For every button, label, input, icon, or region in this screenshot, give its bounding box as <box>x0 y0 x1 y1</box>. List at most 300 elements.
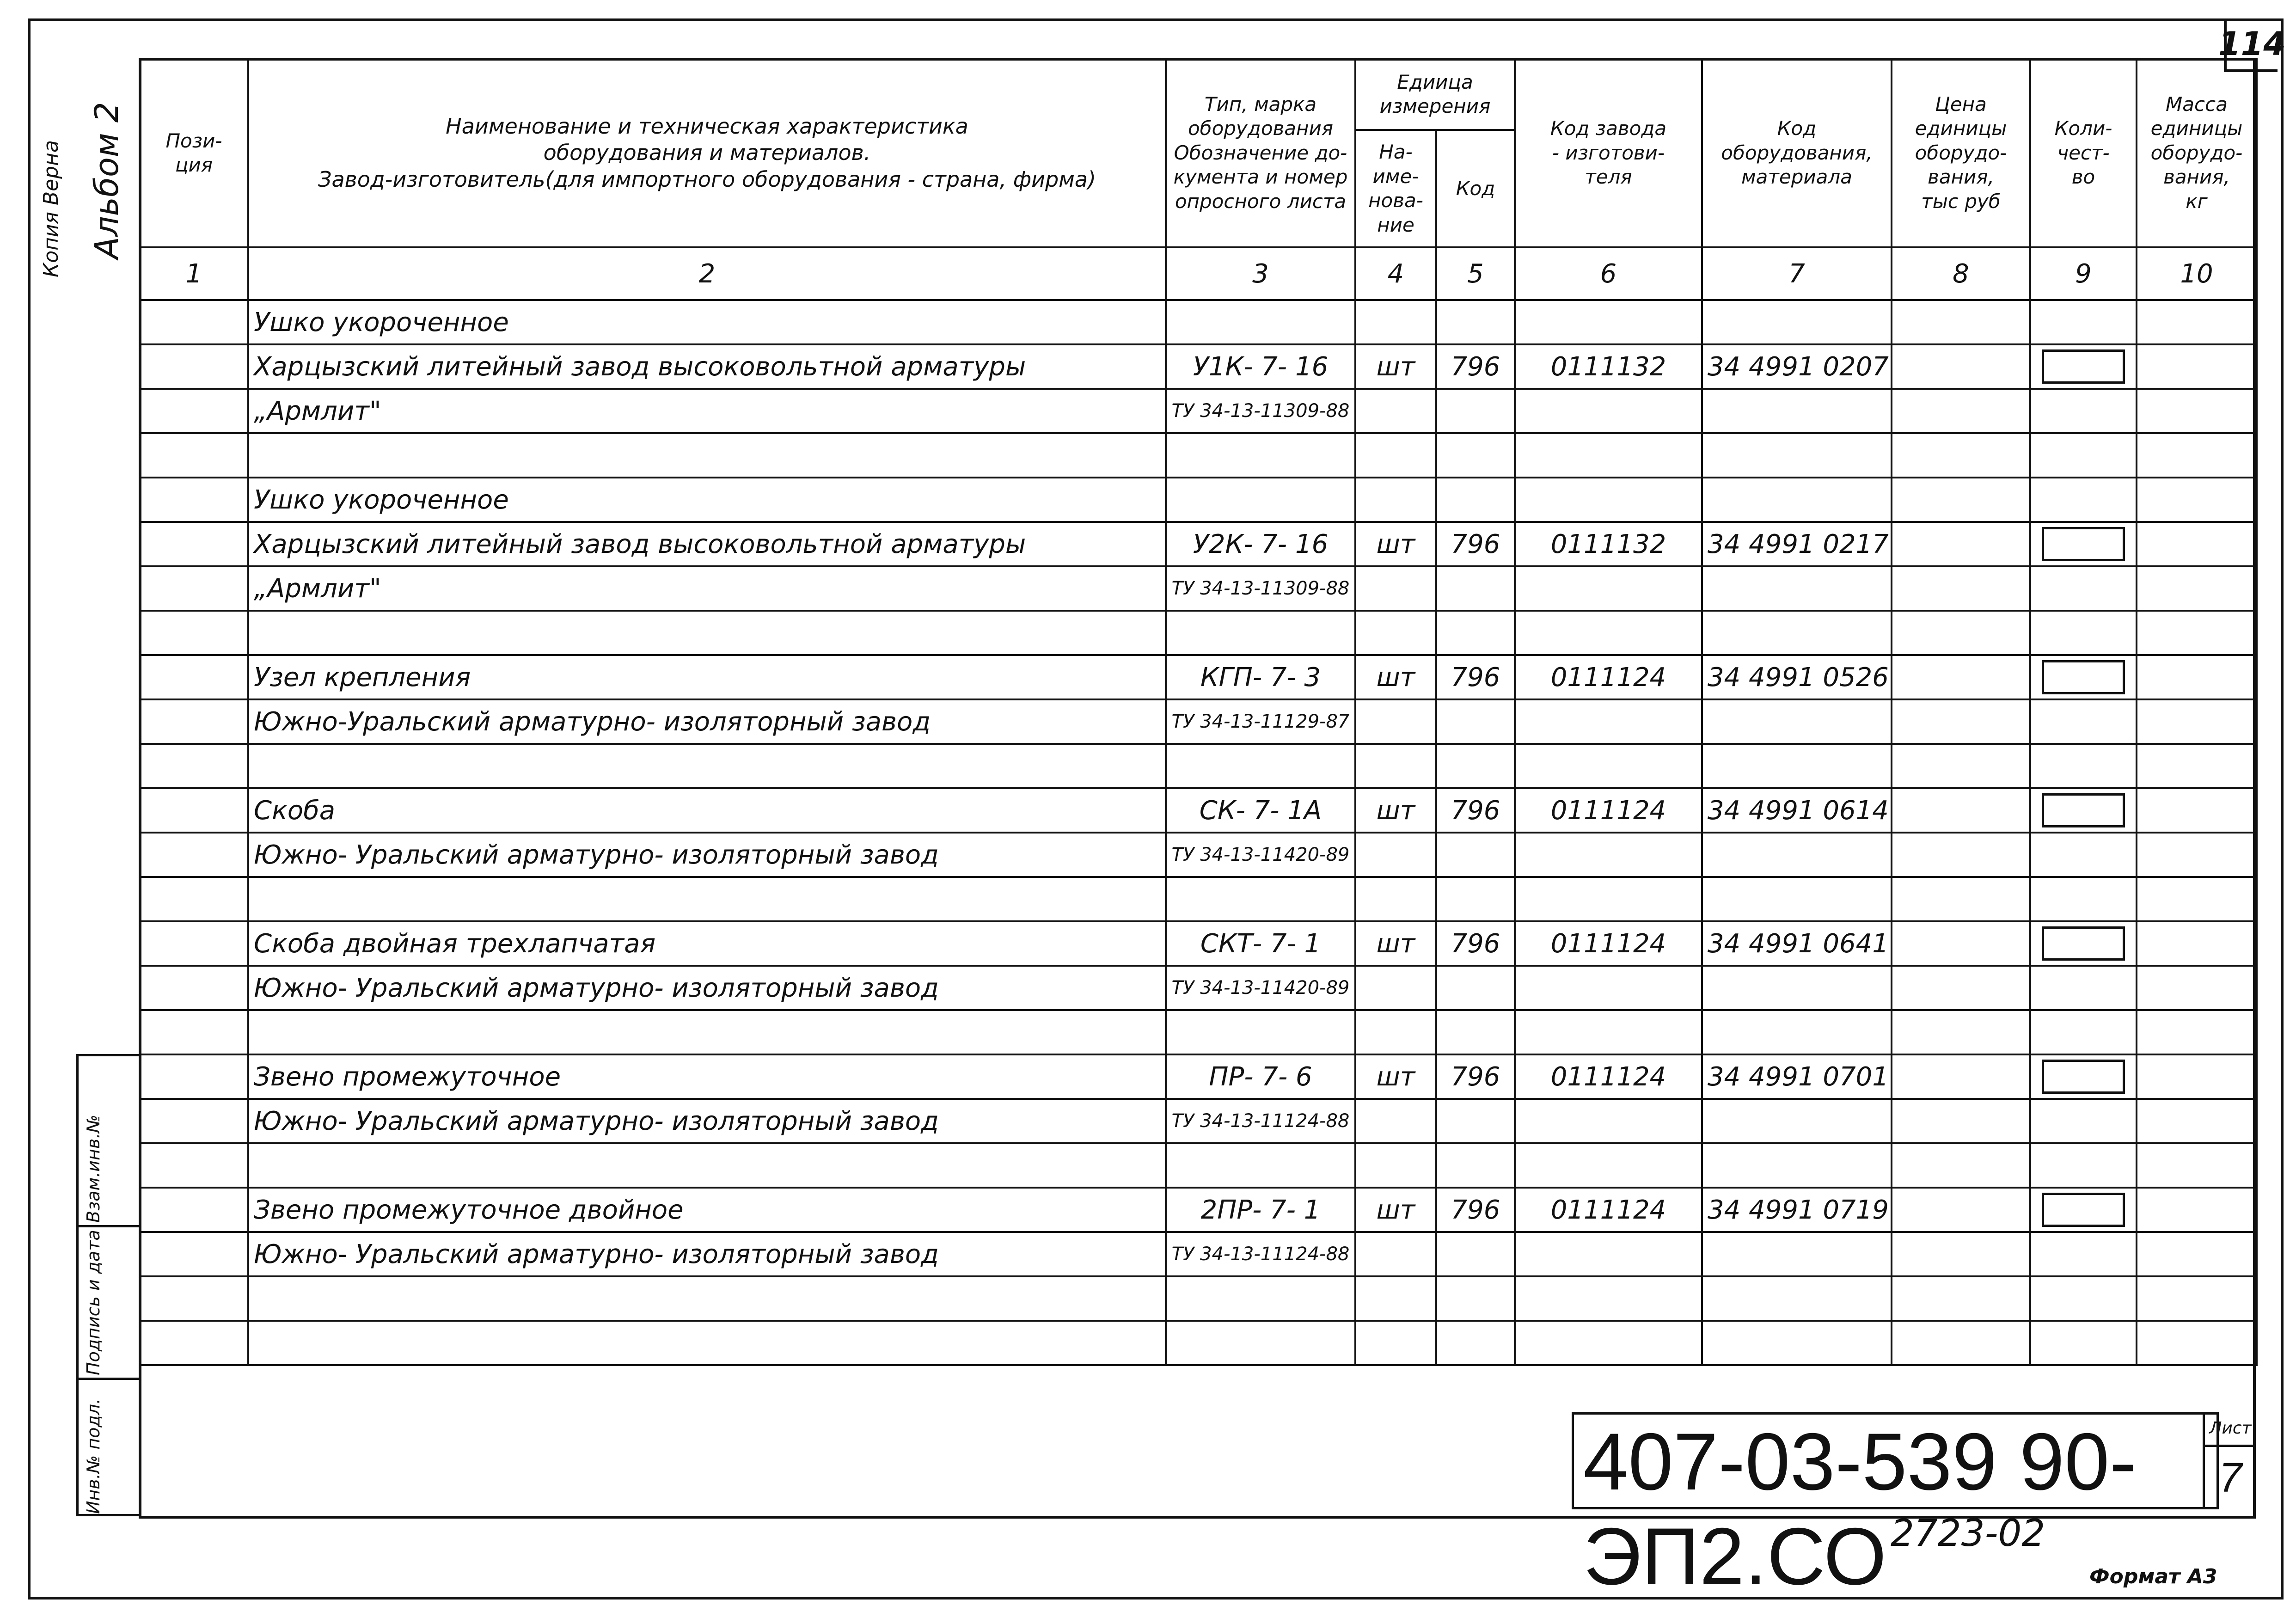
unit-name-cell <box>1355 478 1436 522</box>
table-row <box>140 1232 2257 1276</box>
table-row <box>140 877 2257 921</box>
quantity-cell <box>2030 389 2137 433</box>
mass-cell <box>2137 478 2257 522</box>
unit-name-cell: шт <box>1355 1054 1436 1099</box>
quantity-cell <box>2030 655 2137 699</box>
plant-code-cell <box>1515 877 1702 921</box>
unit-name-cell <box>1355 566 1436 611</box>
plant-code-cell: 0111124 <box>1515 921 1702 966</box>
position-cell <box>140 566 248 611</box>
plant-code-cell: 0111132 <box>1515 344 1702 389</box>
column-number: 9 <box>2030 247 2137 300</box>
unit-name-cell <box>1355 966 1436 1010</box>
plant-code-cell: 0111124 <box>1515 655 1702 699</box>
table-row <box>140 1143 2257 1188</box>
copy-verified-label: Копия Верна <box>39 140 63 277</box>
price-cell <box>1892 566 2030 611</box>
plant-code-cell <box>1515 433 1702 478</box>
unit-name-cell <box>1355 699 1436 744</box>
position-cell <box>140 389 248 433</box>
position-cell <box>140 300 248 344</box>
header-position: Пози- ция <box>140 59 248 247</box>
unit-name-cell <box>1355 744 1436 788</box>
position-cell <box>140 478 248 522</box>
material-code-cell: 34 4991 0526 <box>1702 655 1892 699</box>
item-name-cell: Харцызский литейный завод высоковольтной арматуры <box>248 344 1166 389</box>
table-row <box>140 611 2257 655</box>
unit-name-cell <box>1355 1276 1436 1321</box>
item-name-cell: Южно- Уральский арматурно- изоляторный завод <box>248 966 1166 1010</box>
material-code-cell <box>1702 699 1892 744</box>
material-code-cell <box>1702 433 1892 478</box>
quantity-cell <box>2030 1054 2137 1099</box>
position-cell <box>140 344 248 389</box>
type-cell: ТУ 34-13-11309-88 <box>1166 389 1355 433</box>
archive-number: 2723-02 <box>1891 1512 2045 1555</box>
price-cell <box>1892 788 2030 833</box>
item-name-cell: Звено промежуточное двойное <box>248 1188 1166 1232</box>
material-code-cell <box>1702 611 1892 655</box>
header-price: Цена единицы оборудо- вания, тыс руб <box>1892 59 2030 247</box>
sheet-number-box <box>2203 1412 2256 1509</box>
plant-code-cell <box>1515 966 1702 1010</box>
approval-stamp <box>76 1054 141 1516</box>
position-cell <box>140 1054 248 1099</box>
sheet-number: 7 <box>2218 1455 2242 1501</box>
position-cell <box>140 1276 248 1321</box>
price-cell <box>1892 344 2030 389</box>
item-name-cell <box>248 877 1166 921</box>
unit-code-cell <box>1436 833 1515 877</box>
column-number: 3 <box>1166 247 1355 300</box>
plant-code-cell <box>1515 833 1702 877</box>
table-row <box>140 1188 2257 1232</box>
type-cell: СК- 7- 1А <box>1166 788 1355 833</box>
position-cell <box>140 522 248 566</box>
unit-name-cell <box>1355 1010 1436 1054</box>
mass-cell <box>2137 344 2257 389</box>
mass-cell <box>2137 1143 2257 1188</box>
mass-cell <box>2137 877 2257 921</box>
table-row <box>140 966 2257 1010</box>
mass-cell <box>2137 611 2257 655</box>
price-cell <box>1892 1232 2030 1276</box>
type-cell <box>1166 744 1355 788</box>
unit-code-cell <box>1436 966 1515 1010</box>
unit-name-cell: шт <box>1355 344 1436 389</box>
mass-cell <box>2137 1321 2257 1365</box>
material-code-cell: 34 4991 0207 <box>1702 344 1892 389</box>
quantity-cell <box>2030 478 2137 522</box>
price-cell <box>1892 921 2030 966</box>
mass-cell <box>2137 655 2257 699</box>
plant-code-cell <box>1515 300 1702 344</box>
quantity-cell <box>2030 833 2137 877</box>
column-number: 8 <box>1892 247 2030 300</box>
unit-name-cell: шт <box>1355 921 1436 966</box>
header-quantity: Коли- чест- во <box>2030 59 2137 247</box>
table-row <box>140 300 2257 344</box>
unit-name-cell <box>1355 1143 1436 1188</box>
quantity-cell <box>2030 611 2137 655</box>
plant-code-cell <box>1515 478 1702 522</box>
unit-code-cell <box>1436 744 1515 788</box>
mass-cell <box>2137 1099 2257 1143</box>
mass-cell <box>2137 921 2257 966</box>
unit-code-cell <box>1436 1232 1515 1276</box>
material-code-cell: 34 4991 0701 <box>1702 1054 1892 1099</box>
quantity-cell <box>2030 877 2137 921</box>
type-cell: ТУ 34-13-11420-89 <box>1166 966 1355 1010</box>
header-mass: Масса единицы оборудо- вания, кг <box>2137 59 2257 247</box>
unit-name-cell <box>1355 1321 1436 1365</box>
type-cell <box>1166 433 1355 478</box>
table-row <box>140 1054 2257 1099</box>
price-cell <box>1892 1321 2030 1365</box>
price-cell <box>1892 1010 2030 1054</box>
item-name-cell <box>248 744 1166 788</box>
quantity-cell <box>2030 788 2137 833</box>
mass-cell <box>2137 1054 2257 1099</box>
plant-code-cell: 0111124 <box>1515 1188 1702 1232</box>
unit-code-cell <box>1436 389 1515 433</box>
price-cell <box>1892 300 2030 344</box>
position-cell <box>140 655 248 699</box>
material-code-cell: 34 4991 0217 <box>1702 522 1892 566</box>
quantity-cell <box>2030 1276 2137 1321</box>
price-cell <box>1892 744 2030 788</box>
unit-code-cell: 796 <box>1436 1188 1515 1232</box>
stamp-label-inv-replace: Взам.инв.№ <box>83 1115 104 1223</box>
plant-code-cell <box>1515 1010 1702 1054</box>
table-row <box>140 1010 2257 1054</box>
table-row <box>140 833 2257 877</box>
unit-code-cell <box>1436 1321 1515 1365</box>
item-name-cell: Южно- Уральский арматурно- изоляторный завод <box>248 1099 1166 1143</box>
document-code: 407-03-539 90-ЭП2.СО <box>1572 1412 2219 1509</box>
type-cell <box>1166 611 1355 655</box>
type-cell: У2К- 7- 16 <box>1166 522 1355 566</box>
table-row <box>140 478 2257 522</box>
quantity-box <box>2042 660 2125 694</box>
item-name-cell: Скоба двойная трехлапчатая <box>248 921 1166 966</box>
sheet-corner-number: 114 <box>2224 18 2278 72</box>
price-cell <box>1892 1099 2030 1143</box>
unit-name-cell <box>1355 1099 1436 1143</box>
price-cell <box>1892 699 2030 744</box>
type-cell <box>1166 1276 1355 1321</box>
mass-cell <box>2137 433 2257 478</box>
table-row <box>140 433 2257 478</box>
column-number: 5 <box>1436 247 1515 300</box>
unit-code-cell <box>1436 611 1515 655</box>
unit-code-cell <box>1436 478 1515 522</box>
item-name-cell: Ушко укороченное <box>248 478 1166 522</box>
item-name-cell: Звено промежуточное <box>248 1054 1166 1099</box>
type-cell: ТУ 34-13-11420-89 <box>1166 833 1355 877</box>
material-code-cell <box>1702 1143 1892 1188</box>
table-row <box>140 699 2257 744</box>
unit-name-cell: шт <box>1355 788 1436 833</box>
plant-code-cell <box>1515 1099 1702 1143</box>
position-cell <box>140 1010 248 1054</box>
type-cell: СКТ- 7- 1 <box>1166 921 1355 966</box>
header-unit-code: Код <box>1436 130 1515 247</box>
material-code-cell <box>1702 1276 1892 1321</box>
column-number-row <box>140 247 2257 300</box>
material-code-cell <box>1702 877 1892 921</box>
unit-code-cell <box>1436 877 1515 921</box>
mass-cell <box>2137 389 2257 433</box>
unit-code-cell <box>1436 1276 1515 1321</box>
unit-name-cell <box>1355 877 1436 921</box>
quantity-cell <box>2030 921 2137 966</box>
quantity-cell <box>2030 1321 2137 1365</box>
position-cell <box>140 1321 248 1365</box>
type-cell: ТУ 34-13-11309-88 <box>1166 566 1355 611</box>
quantity-box <box>2042 349 2125 384</box>
position-cell <box>140 744 248 788</box>
price-cell <box>1892 1054 2030 1099</box>
header-unit-group: Едиица измерения <box>1355 59 1515 130</box>
quantity-cell <box>2030 433 2137 478</box>
quantity-box <box>2042 926 2125 961</box>
column-number: 6 <box>1515 247 1702 300</box>
column-number: 10 <box>2137 247 2257 300</box>
mass-cell <box>2137 1010 2257 1054</box>
quantity-box <box>2042 527 2125 561</box>
unit-code-cell: 796 <box>1436 921 1515 966</box>
type-cell: ПР- 7- 6 <box>1166 1054 1355 1099</box>
quantity-cell <box>2030 566 2137 611</box>
material-code-cell <box>1702 478 1892 522</box>
quantity-cell <box>2030 1232 2137 1276</box>
type-cell <box>1166 300 1355 344</box>
mass-cell <box>2137 1188 2257 1232</box>
plant-code-cell <box>1515 1232 1702 1276</box>
unit-code-cell: 796 <box>1436 344 1515 389</box>
position-cell <box>140 1099 248 1143</box>
table-row <box>140 921 2257 966</box>
format-label: Формат А3 <box>2089 1565 2217 1588</box>
price-cell <box>1892 611 2030 655</box>
price-cell <box>1892 1143 2030 1188</box>
header-name: Наименование и техническая характеристика оборудования и материалов. Завод-изготовитель(для импортного оборудования - страна, фирма) <box>248 59 1166 247</box>
item-name-cell <box>248 1143 1166 1188</box>
plant-code-cell: 0111124 <box>1515 1054 1702 1099</box>
plant-code-cell <box>1515 1276 1702 1321</box>
plant-code-cell <box>1515 566 1702 611</box>
material-code-cell <box>1702 966 1892 1010</box>
type-cell: 2ПР- 7- 1 <box>1166 1188 1355 1232</box>
plant-code-cell <box>1515 389 1702 433</box>
position-cell <box>140 1232 248 1276</box>
position-cell <box>140 611 248 655</box>
mass-cell <box>2137 833 2257 877</box>
plant-code-cell <box>1515 699 1702 744</box>
position-cell <box>140 921 248 966</box>
quantity-cell <box>2030 1143 2137 1188</box>
unit-code-cell: 796 <box>1436 522 1515 566</box>
material-code-cell <box>1702 744 1892 788</box>
unit-code-cell <box>1436 1099 1515 1143</box>
header-material-code: Код оборудования, материала <box>1702 59 1892 247</box>
position-cell <box>140 877 248 921</box>
unit-name-cell <box>1355 1232 1436 1276</box>
table-row <box>140 566 2257 611</box>
unit-code-cell <box>1436 699 1515 744</box>
plant-code-cell <box>1515 1321 1702 1365</box>
mass-cell <box>2137 566 2257 611</box>
unit-code-cell <box>1436 566 1515 611</box>
material-code-cell <box>1702 833 1892 877</box>
mass-cell <box>2137 699 2257 744</box>
item-name-cell: „Армлит" <box>248 389 1166 433</box>
table-row <box>140 1276 2257 1321</box>
plant-code-cell: 0111132 <box>1515 522 1702 566</box>
price-cell <box>1892 433 2030 478</box>
type-cell: КГП- 7- 3 <box>1166 655 1355 699</box>
unit-name-cell <box>1355 389 1436 433</box>
plant-code-cell <box>1515 611 1702 655</box>
quantity-cell <box>2030 1188 2137 1232</box>
unit-name-cell <box>1355 300 1436 344</box>
item-name-cell <box>248 1010 1166 1054</box>
item-name-cell: Харцызский литейный завод высоковольтной арматуры <box>248 522 1166 566</box>
mass-cell <box>2137 522 2257 566</box>
unit-name-cell: шт <box>1355 522 1436 566</box>
type-cell: ТУ 34-13-11129-87 <box>1166 699 1355 744</box>
type-cell <box>1166 877 1355 921</box>
quantity-cell <box>2030 966 2137 1010</box>
unit-code-cell: 796 <box>1436 788 1515 833</box>
material-code-cell <box>1702 1010 1892 1054</box>
table-row <box>140 389 2257 433</box>
price-cell <box>1892 655 2030 699</box>
unit-name-cell: шт <box>1355 1188 1436 1232</box>
material-code-cell: 34 4991 0641 <box>1702 921 1892 966</box>
unit-code-cell <box>1436 1010 1515 1054</box>
column-number: 1 <box>140 247 248 300</box>
position-cell <box>140 788 248 833</box>
position-cell <box>140 1188 248 1232</box>
price-cell <box>1892 1276 2030 1321</box>
table-row <box>140 1321 2257 1365</box>
quantity-cell <box>2030 1010 2137 1054</box>
unit-code-cell <box>1436 1143 1515 1188</box>
material-code-cell <box>1702 566 1892 611</box>
column-number: 7 <box>1702 247 1892 300</box>
plant-code-cell <box>1515 744 1702 788</box>
type-cell: ТУ 34-13-11124-88 <box>1166 1099 1355 1143</box>
header-unit-name: На- име- нова- ние <box>1355 130 1436 247</box>
mass-cell <box>2137 744 2257 788</box>
quantity-cell <box>2030 744 2137 788</box>
plant-code-cell <box>1515 1143 1702 1188</box>
type-cell <box>1166 478 1355 522</box>
position-cell <box>140 1143 248 1188</box>
item-name-cell: Южно-Уральский арматурно- изоляторный завод <box>248 699 1166 744</box>
table-row <box>140 1099 2257 1143</box>
mass-cell <box>2137 300 2257 344</box>
price-cell <box>1892 833 2030 877</box>
unit-name-cell: шт <box>1355 655 1436 699</box>
unit-code-cell <box>1436 433 1515 478</box>
type-cell <box>1166 1010 1355 1054</box>
album-label: Альбом 2 <box>88 102 126 259</box>
sheet-label: Лист <box>2205 1412 2256 1447</box>
item-name-cell <box>248 1321 1166 1365</box>
table-row <box>140 344 2257 389</box>
plant-code-cell: 0111124 <box>1515 788 1702 833</box>
item-name-cell <box>248 611 1166 655</box>
position-cell <box>140 833 248 877</box>
table-row <box>140 788 2257 833</box>
position-cell <box>140 433 248 478</box>
unit-code-cell <box>1436 300 1515 344</box>
unit-code-cell: 796 <box>1436 1054 1515 1099</box>
item-name-cell: Узел крепления <box>248 655 1166 699</box>
item-name-cell: Южно- Уральский арматурно- изоляторный завод <box>248 1232 1166 1276</box>
stamp-label-signature: Подпись и дата <box>83 1230 104 1375</box>
mass-cell <box>2137 788 2257 833</box>
header-plant-code: Код завода - изготови- теля <box>1515 59 1702 247</box>
material-code-cell <box>1702 389 1892 433</box>
item-name-cell <box>248 433 1166 478</box>
specification-table <box>139 58 2258 1366</box>
quantity-box <box>2042 793 2125 827</box>
item-name-cell: Ушко укороченное <box>248 300 1166 344</box>
mass-cell <box>2137 1276 2257 1321</box>
item-name-cell: Скоба <box>248 788 1166 833</box>
material-code-cell <box>1702 300 1892 344</box>
price-cell <box>1892 1188 2030 1232</box>
mass-cell <box>2137 966 2257 1010</box>
table-row <box>140 744 2257 788</box>
quantity-cell <box>2030 344 2137 389</box>
item-name-cell: „Армлит" <box>248 566 1166 611</box>
quantity-box <box>2042 1193 2125 1227</box>
quantity-cell <box>2030 1099 2137 1143</box>
price-cell <box>1892 522 2030 566</box>
material-code-cell <box>1702 1099 1892 1143</box>
column-number: 4 <box>1355 247 1436 300</box>
unit-code-cell: 796 <box>1436 655 1515 699</box>
type-cell: ТУ 34-13-11124-88 <box>1166 1232 1355 1276</box>
header-type: Тип, марка оборудования Обозначение до- кумента и номер опросного листа <box>1166 59 1355 247</box>
material-code-cell: 34 4991 0719 <box>1702 1188 1892 1232</box>
type-cell: У1К- 7- 16 <box>1166 344 1355 389</box>
quantity-cell <box>2030 699 2137 744</box>
quantity-cell <box>2030 300 2137 344</box>
unit-name-cell <box>1355 433 1436 478</box>
unit-name-cell <box>1355 833 1436 877</box>
price-cell <box>1892 966 2030 1010</box>
table-row <box>140 522 2257 566</box>
type-cell <box>1166 1143 1355 1188</box>
column-number: 2 <box>248 247 1166 300</box>
position-cell <box>140 699 248 744</box>
price-cell <box>1892 389 2030 433</box>
quantity-box <box>2042 1060 2125 1094</box>
mass-cell <box>2137 1232 2257 1276</box>
material-code-cell <box>1702 1321 1892 1365</box>
position-cell <box>140 966 248 1010</box>
stamp-label-inv-orig: Инв.№ подл. <box>83 1398 104 1514</box>
material-code-cell <box>1702 1232 1892 1276</box>
type-cell <box>1166 1321 1355 1365</box>
unit-name-cell <box>1355 611 1436 655</box>
